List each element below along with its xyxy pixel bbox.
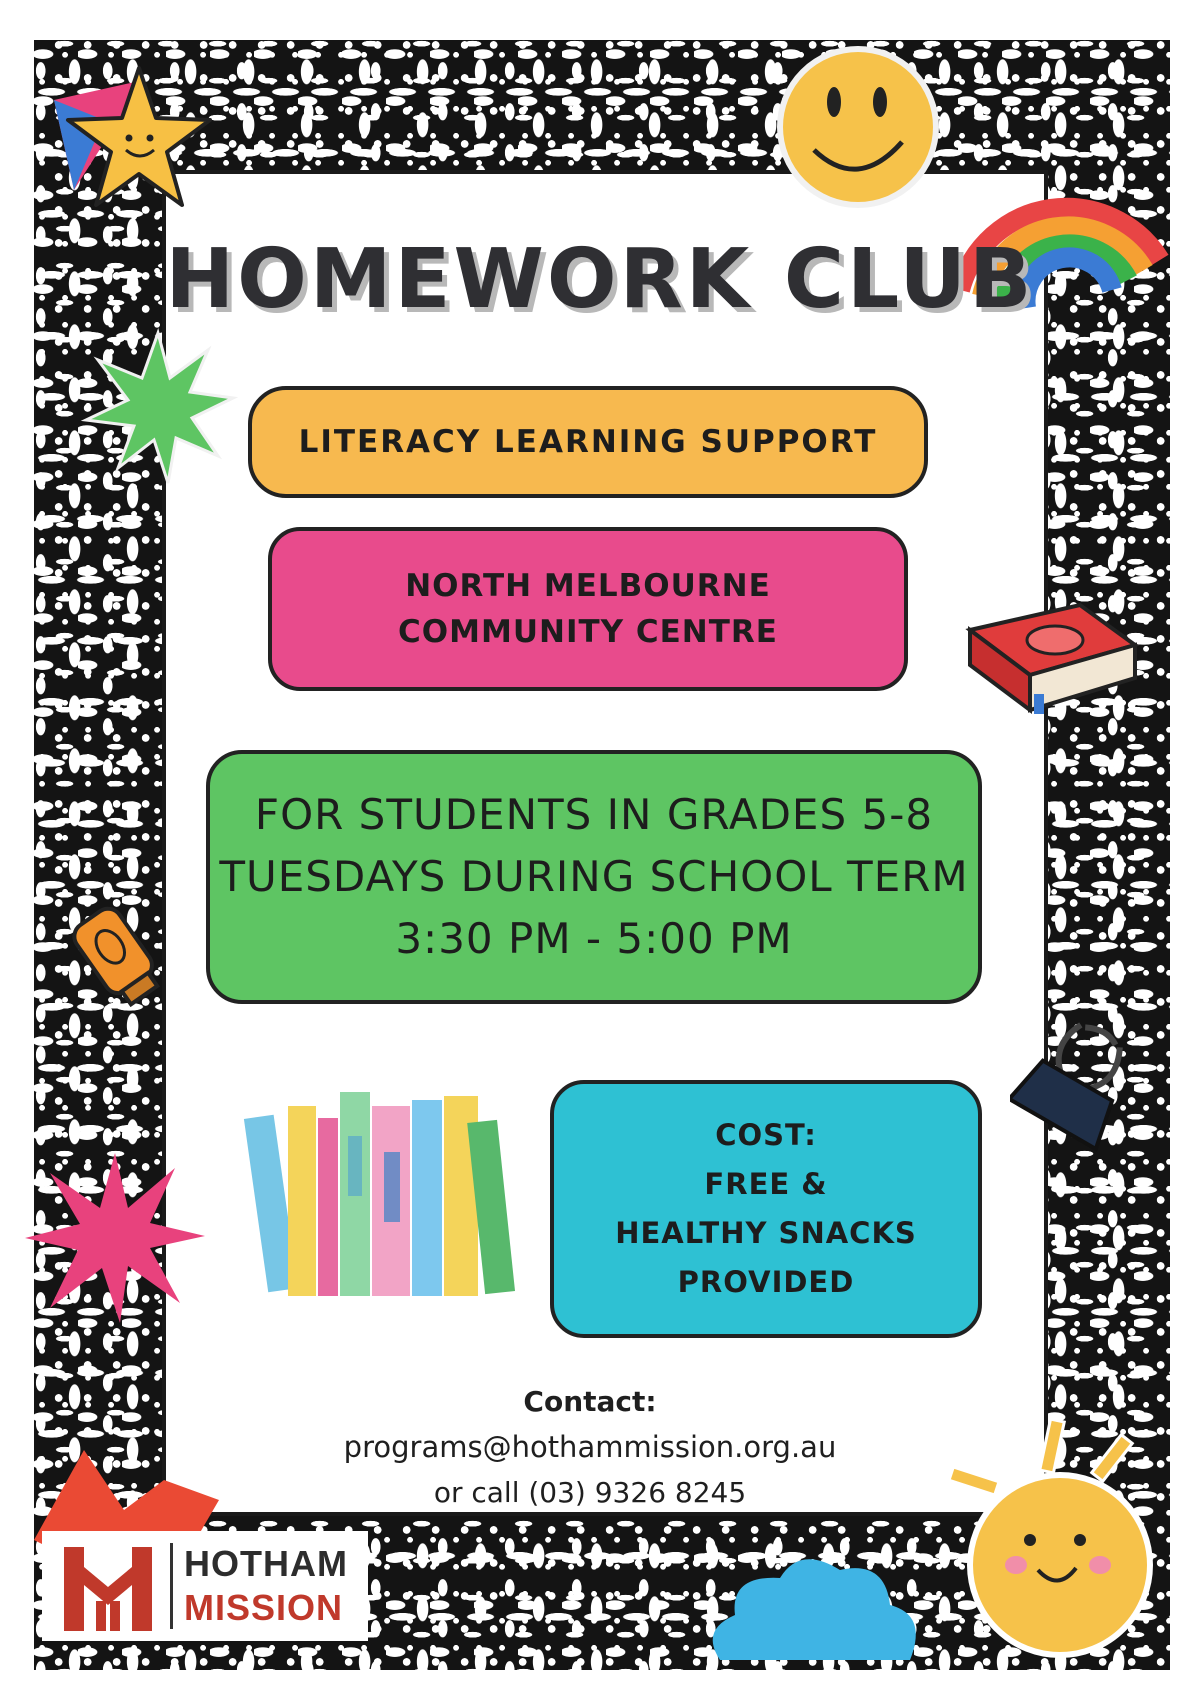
cost-line: COST: (715, 1118, 817, 1152)
green-starburst (78, 328, 238, 488)
schedule-line: FOR STUDENTS IN GRADES 5-8 (254, 790, 934, 839)
literacy-support-text: LITERACY LEARNING SUPPORT (298, 424, 878, 460)
flyer-title: HOMEWORK CLUB (165, 232, 1035, 327)
red-book-sticker (960, 590, 1145, 720)
logo-line-1: HOTHAM (184, 1543, 348, 1584)
sun-sticker (930, 1420, 1170, 1670)
contact-label: Contact: (523, 1385, 657, 1418)
literacy-support-banner (248, 386, 928, 498)
logo-divider (170, 1543, 173, 1629)
schedule-banner (206, 750, 982, 1004)
book-row (236, 1076, 516, 1306)
location-line: NORTH MELBOURNE (405, 568, 771, 604)
hotham-mission-logo-mark-icon (58, 1541, 158, 1633)
glue-stick-sticker (56, 890, 176, 1020)
contact-phone: or call (03) 9326 8245 (433, 1476, 747, 1509)
schedule-line: 3:30 PM - 5:00 PM (395, 914, 793, 963)
location-line: COMMUNITY CENTRE (398, 614, 778, 650)
cost-line: HEALTHY SNACKS (615, 1216, 917, 1250)
location-banner (268, 527, 908, 691)
cost-line: PROVIDED (677, 1265, 855, 1299)
smiley-sticker (768, 42, 948, 212)
binder-clip-sticker (1010, 1010, 1140, 1160)
hotham-mission-logo (42, 1531, 368, 1641)
star-sticker (44, 60, 224, 230)
cloud-sticker (700, 1540, 930, 1684)
logo-line-2: MISSION (184, 1587, 344, 1628)
contact-email[interactable]: programs@hothammission.org.au (343, 1430, 837, 1464)
cost-banner (550, 1080, 982, 1338)
schedule-line: TUESDAYS DURING SCHOOL TERM (219, 852, 969, 901)
cost-line: FREE & (704, 1167, 828, 1201)
pink-starburst (20, 1148, 210, 1328)
